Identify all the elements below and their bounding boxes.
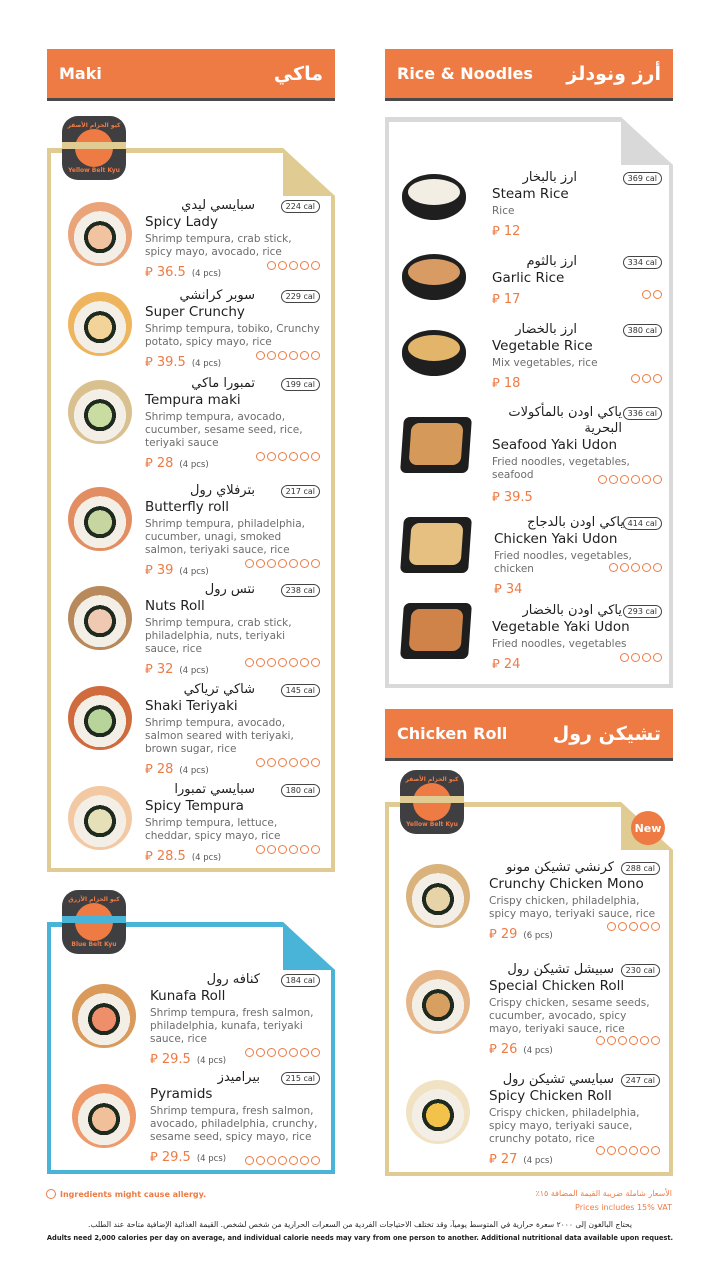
yellow-belt-badge: كيو الحزام الأصفر Yellow Belt Kyu	[400, 770, 464, 834]
allergen-icon	[300, 559, 309, 568]
item-name-ar: سبيشل تشيكن رول	[507, 962, 614, 977]
allergen-icons	[642, 290, 662, 299]
item-price: ⃁ 29	[489, 927, 518, 942]
allergen-icon	[311, 1156, 320, 1165]
item-name-en: Shaki Teriyaki	[145, 698, 238, 714]
sushi-photo	[68, 586, 132, 650]
riyal-icon: ⃁	[145, 849, 153, 864]
item-price: ⃁ 12	[492, 224, 521, 239]
riyal-icon: ⃁	[145, 762, 153, 777]
allergen-icon	[300, 261, 309, 270]
menu-item	[392, 603, 662, 672]
allergen-icon	[278, 559, 287, 568]
calorie-badge: 247 cal	[621, 1074, 660, 1087]
allergen-icon	[278, 452, 287, 461]
item-name-ar: ياكي اودن بالمأكولات البحرية	[508, 405, 622, 436]
allergen-icons	[245, 1048, 320, 1057]
allergen-icon	[256, 658, 265, 667]
rice-bowl-photo	[402, 330, 466, 376]
allergen-icon	[300, 1156, 309, 1165]
menu-item	[400, 1072, 660, 1167]
item-name-en: Kunafa Roll	[150, 988, 226, 1004]
item-price: ⃁ 27	[489, 1152, 518, 1167]
item-price: ⃁ 39.5	[492, 490, 533, 505]
allergen-icon	[629, 922, 638, 931]
item-pieces: (4 pcs)	[179, 766, 209, 776]
item-pieces: (4 pcs)	[196, 1056, 227, 1066]
item-pieces: (4 pcs)	[179, 666, 209, 676]
item-price: ⃁ 26	[489, 1042, 518, 1057]
allergen-icon	[278, 1048, 287, 1057]
item-price: ⃁ 28	[145, 456, 174, 471]
allergen-icon	[267, 845, 276, 854]
allergen-icon	[642, 374, 651, 383]
maki-panel-fold	[283, 148, 335, 196]
calorie-badge: 293 cal	[623, 605, 662, 618]
chicken-roll-title-en: Chicken Roll	[397, 724, 508, 743]
allergen-icon	[311, 351, 320, 360]
item-description: Crispy chicken, philadelphia, spicy mayo, teriyaki sauce, rice	[489, 895, 656, 920]
item-description: Mix vegetables, rice	[492, 357, 598, 369]
sushi-photo	[68, 786, 132, 850]
menu-item	[62, 198, 320, 280]
allergen-icon	[311, 658, 320, 667]
maki-title-ar: ماكي	[273, 62, 323, 85]
allergen-icon	[278, 658, 287, 667]
allergen-icon	[651, 1146, 660, 1155]
item-description: Shrimp tempura, fresh salmon, avocado, philadelphia, crunchy, sesame seed, spicy mayo, rice	[150, 1105, 318, 1143]
calorie-badge: 199 cal	[281, 378, 320, 391]
item-description: Shrimp tempura, lettuce, cheddar, spicy mayo, rice	[145, 817, 281, 842]
sushi-photo	[72, 984, 136, 1048]
calorie-badge: 217 cal	[281, 485, 320, 498]
item-name-ar: سبايسي تشيكن رول	[502, 1072, 614, 1087]
item-pieces: (4 pcs)	[179, 567, 209, 577]
item-name-en: Super Crunchy	[145, 304, 245, 320]
allergen-icon	[267, 559, 276, 568]
allergen-icons	[598, 475, 662, 484]
blue-belt-badge: كيو الحزام الأزرق Blue Belt Kyu	[62, 890, 126, 954]
chicken-roll-section-header	[385, 709, 673, 761]
riyal-icon: ⃁	[150, 1150, 158, 1165]
noodle-plate-photo	[400, 517, 472, 573]
item-name-en: Tempura maki	[145, 392, 241, 408]
sushi-photo	[406, 864, 470, 928]
sushi-photo	[406, 970, 470, 1034]
item-description: Rice	[492, 205, 515, 217]
item-pieces: (6 pcs)	[523, 931, 553, 941]
item-name-ar: كرنشي تشيكن مونو	[506, 860, 614, 875]
allergen-icon	[631, 475, 640, 484]
allergen-icon	[267, 261, 276, 270]
menu-item	[392, 254, 662, 314]
allergen-icon	[256, 351, 265, 360]
item-name-ar: ارز بالبخار	[522, 170, 577, 185]
item-pieces: (4 pcs)	[179, 460, 209, 470]
riyal-icon: ⃁	[489, 927, 497, 942]
calorie-badge: 380 cal	[623, 324, 662, 337]
item-description: Fried noodles, vegetables, chicken	[494, 550, 632, 575]
calorie-note-ar: يحتاج البالغون إلى ٢٠٠٠ سعرة حرارية في المتوسط يومياً، وقد تختلف الاحتياجات الفردية من السعرات الحرارية من شخص لشخص. القيمة الغذائية الإضافية متاحة عند الطلب.	[88, 1220, 632, 1229]
calorie-badge: 336 cal	[623, 407, 662, 420]
item-name-ar: سبايسي تمبورا	[174, 782, 255, 797]
allergy-circle-icon	[46, 1189, 56, 1199]
allergen-icon	[620, 563, 629, 572]
menu-item	[62, 782, 320, 862]
allergen-icons	[596, 1146, 660, 1155]
riyal-icon: ⃁	[489, 1042, 497, 1057]
yellow-belt-badge: كيو الحزام الأصفر Yellow Belt Kyu	[62, 116, 126, 180]
calorie-badge: 334 cal	[623, 256, 662, 269]
allergen-icon	[289, 758, 298, 767]
item-pieces: (4 pcs)	[196, 1154, 227, 1164]
allergen-icon	[629, 1036, 638, 1045]
item-name-en: Garlic Rice	[492, 270, 565, 286]
allergen-icon	[300, 1048, 309, 1057]
item-name-ar: ياكي اودن بالخضار	[522, 603, 622, 618]
allergen-icon	[311, 452, 320, 461]
item-name-en: Spicy Chicken Roll	[489, 1088, 612, 1104]
item-price: ⃁ 18	[492, 376, 521, 391]
item-name-ar: نتس رول	[204, 582, 255, 597]
allergen-icon	[300, 658, 309, 667]
riyal-icon: ⃁	[145, 265, 153, 280]
calorie-badge: 369 cal	[623, 172, 662, 185]
item-name-en: Seafood Yaki Udon	[492, 437, 618, 453]
allergen-icons	[596, 1036, 660, 1045]
allergen-icons	[245, 559, 320, 568]
riyal-icon: ⃁	[492, 376, 500, 391]
rice-noodles-title-ar: أرز ونودلز	[566, 62, 661, 85]
calorie-badge: 145 cal	[281, 684, 320, 697]
allergen-icon	[256, 452, 265, 461]
allergen-icon	[300, 452, 309, 461]
menu-item	[66, 972, 320, 1067]
new-badge: New	[631, 811, 665, 845]
riyal-icon: ⃁	[492, 490, 500, 505]
item-price: ⃁ 29.5	[150, 1150, 191, 1165]
allergen-icon	[653, 475, 662, 484]
item-price: ⃁ 29.5	[150, 1052, 191, 1067]
allergen-icon	[311, 261, 320, 270]
item-price: ⃁ 17	[492, 292, 521, 307]
rice-noodles-panel-fold	[621, 117, 673, 165]
calorie-badge: 180 cal	[281, 784, 320, 797]
item-name-ar: ارز بالثوم	[526, 254, 577, 269]
menu-item	[62, 376, 320, 471]
riyal-icon: ⃁	[492, 292, 500, 307]
menu-item	[400, 962, 660, 1057]
allergen-icons	[256, 758, 320, 767]
item-pieces: (4 pcs)	[523, 1156, 553, 1166]
calorie-badge: 238 cal	[281, 584, 320, 597]
allergen-icon	[653, 374, 662, 383]
item-pieces: (4 pcs)	[191, 359, 222, 369]
maki-title-en: Maki	[59, 64, 102, 83]
allergen-icon	[618, 1036, 627, 1045]
allergen-icon	[598, 475, 607, 484]
item-description: Fried noodles, vegetables, seafood	[492, 456, 630, 481]
allergen-icon	[640, 1146, 649, 1155]
allergen-icons	[631, 374, 662, 383]
item-description: Shrimp tempura, avocado, salmon seared with teriyaki, brown sugar, rice	[145, 717, 294, 755]
allergen-icon	[278, 351, 287, 360]
allergen-icon	[245, 1048, 254, 1057]
item-name-ar: ارز بالخضار	[515, 322, 577, 337]
item-price: ⃁ 34	[494, 582, 523, 597]
item-price: ⃁ 24	[492, 657, 521, 672]
allergen-icon	[609, 475, 618, 484]
item-price: ⃁ 36.5	[145, 265, 186, 280]
calorie-badge: 288 cal	[621, 862, 660, 875]
menu-item	[62, 288, 320, 370]
riyal-icon: ⃁	[150, 1052, 158, 1067]
allergy-note: Ingredients might cause allergy.	[46, 1189, 206, 1199]
allergen-icon	[311, 559, 320, 568]
item-name-ar: سوبر كرانشي	[179, 288, 255, 303]
allergen-icon	[640, 1036, 649, 1045]
allergen-icon	[596, 1036, 605, 1045]
item-name-en: Pyramids	[150, 1086, 213, 1102]
calorie-badge: 229 cal	[281, 290, 320, 303]
menu-item	[392, 405, 662, 505]
item-description: Crispy chicken, sesame seeds, cucumber, avocado, spicy mayo, teriyaki sauce, rice	[489, 997, 650, 1035]
allergen-icon	[289, 1156, 298, 1165]
allergen-icon	[629, 1146, 638, 1155]
item-name-ar: شاكي ترياكي	[183, 682, 255, 697]
item-price: ⃁ 39.5	[145, 355, 186, 370]
item-name-en: Crunchy Chicken Mono	[489, 876, 644, 892]
calorie-badge: 224 cal	[281, 200, 320, 213]
calorie-badge: 230 cal	[621, 964, 660, 977]
item-price: ⃁ 39	[145, 563, 174, 578]
allergen-icons	[256, 351, 320, 360]
item-name-ar: كنافه رول	[206, 972, 260, 987]
sushi-photo	[68, 292, 132, 356]
allergen-icon	[256, 1156, 265, 1165]
chicken-roll-title-ar: تشيكن رول	[552, 722, 661, 745]
allergen-icon	[245, 658, 254, 667]
allergen-icon	[631, 374, 640, 383]
riyal-icon: ⃁	[145, 662, 153, 677]
sushi-photo	[68, 686, 132, 750]
allergen-icons	[267, 261, 320, 270]
calorie-badge: 414 cal	[623, 517, 662, 530]
item-name-en: Spicy Lady	[145, 214, 218, 230]
allergen-icon	[289, 351, 298, 360]
noodle-plate-photo	[400, 603, 472, 659]
allergen-icon	[256, 1048, 265, 1057]
item-name-ar: تمبورا ماكي	[191, 376, 255, 391]
item-price: ⃁ 32	[145, 662, 174, 677]
calorie-badge: 184 cal	[281, 974, 320, 987]
allergen-icon	[640, 922, 649, 931]
menu-item	[62, 682, 320, 777]
allergen-icon	[245, 1156, 254, 1165]
sushi-photo	[68, 487, 132, 551]
allergen-icon	[267, 1156, 276, 1165]
item-name-en: Steam Rice	[492, 186, 569, 202]
item-name-en: Nuts Roll	[145, 598, 205, 614]
item-name-ar: بترفلاي رول	[190, 483, 255, 498]
riyal-icon: ⃁	[492, 224, 500, 239]
allergen-icon	[620, 653, 629, 662]
allergen-icon	[289, 845, 298, 854]
allergen-icon	[631, 653, 640, 662]
rice-noodles-section-header	[385, 49, 673, 101]
item-pieces: (4 pcs)	[191, 269, 222, 279]
allergen-icon	[618, 922, 627, 931]
item-description: Shrimp tempura, crab stick, spicy mayo, avocado, rice	[145, 233, 292, 258]
item-description: Fried noodles, vegetables	[492, 638, 627, 650]
riyal-icon: ⃁	[492, 657, 500, 672]
item-description: Shrimp tempura, crab stick, philadelphia, nuts, teriyaki sauce, rice	[145, 617, 292, 655]
item-description: Shrimp tempura, avocado, cucumber, sesame seed, rice, teriyaki sauce	[145, 411, 303, 449]
sushi-photo	[406, 1080, 470, 1144]
item-pieces: (4 pcs)	[523, 1046, 553, 1056]
sushi-photo	[68, 380, 132, 444]
allergen-icon	[245, 559, 254, 568]
item-name-ar: ياكي اودن بالدجاج	[527, 515, 624, 530]
item-description: Shrimp tempura, fresh salmon, philadelphia, kunafa, teriyaki sauce, rice	[150, 1007, 314, 1045]
item-price: ⃁ 28.5	[145, 849, 186, 864]
allergen-icon	[289, 452, 298, 461]
allergen-icons	[256, 452, 320, 461]
allergen-icon	[278, 758, 287, 767]
allergen-icon	[653, 290, 662, 299]
allergen-icons	[245, 658, 320, 667]
allergen-icon	[300, 351, 309, 360]
item-description: Crispy chicken, philadelphia, spicy mayo, teriyaki sauce, crunchy potato, rice	[489, 1107, 640, 1145]
allergen-icon	[289, 559, 298, 568]
allergen-icon	[267, 758, 276, 767]
allergen-icon	[256, 559, 265, 568]
allergen-icon	[620, 475, 629, 484]
allergen-icon	[651, 922, 660, 931]
allergen-icon	[311, 1048, 320, 1057]
item-name-en: Special Chicken Roll	[489, 978, 625, 994]
allergen-icon	[311, 758, 320, 767]
menu-item	[392, 170, 662, 240]
allergen-icon	[289, 1048, 298, 1057]
allergen-icon	[300, 758, 309, 767]
sushi-photo	[72, 1084, 136, 1148]
allergen-icon	[256, 845, 265, 854]
rice-noodles-title-en: Rice & Noodles	[397, 64, 533, 83]
item-description: Shrimp tempura, philadelphia, cucumber, unagi, smoked salmon, teriyaki sauce, rice	[145, 518, 305, 556]
allergen-icon	[631, 563, 640, 572]
noodle-plate-photo	[400, 417, 472, 473]
vat-note-en: Prices includes 15% VAT	[575, 1203, 672, 1212]
menu-item	[392, 322, 662, 392]
allergen-icons	[609, 563, 662, 572]
item-name-en: Vegetable Rice	[492, 338, 593, 354]
allergen-icon	[278, 261, 287, 270]
item-name-en: Vegetable Yaki Udon	[492, 619, 630, 635]
allergen-icon	[300, 845, 309, 854]
allergen-icon	[267, 351, 276, 360]
allergen-icon	[267, 1048, 276, 1057]
menu-item	[62, 483, 320, 578]
riyal-icon: ⃁	[145, 355, 153, 370]
item-name-ar: بيراميدز	[217, 1070, 260, 1085]
allergen-icon	[267, 658, 276, 667]
menu-item	[400, 860, 660, 942]
allergen-icon	[653, 653, 662, 662]
allergen-icon	[609, 563, 618, 572]
item-price: ⃁ 28	[145, 762, 174, 777]
sushi-photo	[68, 202, 132, 266]
menu-item	[62, 582, 320, 677]
allergen-icon	[267, 452, 276, 461]
allergen-icon	[289, 658, 298, 667]
allergen-icon	[607, 922, 616, 931]
riyal-icon: ⃁	[145, 563, 153, 578]
calorie-note-en: Adults need 2,000 calories per day on average, and individual calorie needs may vary from one person to another. Additional nutritional data available upon request.	[46, 1234, 674, 1242]
menu-item	[392, 515, 662, 597]
blue-belt-panel-fold	[283, 922, 335, 970]
maki-section-header	[47, 49, 335, 101]
allergen-icon	[278, 1156, 287, 1165]
allergen-icon	[642, 563, 651, 572]
item-description: Shrimp tempura, tobiko, Crunchy potato, spicy mayo, rice	[145, 323, 320, 348]
riyal-icon: ⃁	[145, 456, 153, 471]
vat-note-ar: الأسعار شاملة ضريبة القيمة المضافة ١٥٪	[535, 1189, 672, 1198]
allergen-icons	[256, 845, 320, 854]
allergen-icon	[642, 290, 651, 299]
item-pieces: (4 pcs)	[191, 853, 222, 863]
allergen-icon	[607, 1036, 616, 1045]
rice-bowl-photo	[402, 174, 466, 220]
menu-item	[66, 1070, 320, 1170]
allergen-icon	[278, 845, 287, 854]
allergen-icon	[651, 1036, 660, 1045]
calorie-badge: 215 cal	[281, 1072, 320, 1085]
allergen-icon	[311, 845, 320, 854]
item-name-en: Spicy Tempura	[145, 798, 244, 814]
allergen-icon	[289, 261, 298, 270]
item-name-en: Chicken Yaki Udon	[494, 531, 618, 547]
riyal-icon: ⃁	[489, 1152, 497, 1167]
allergen-icon	[618, 1146, 627, 1155]
allergen-icon	[642, 475, 651, 484]
item-name-ar: سبايسي ليدي	[181, 198, 255, 213]
rice-bowl-photo	[402, 254, 466, 300]
allergen-icons	[245, 1156, 320, 1165]
item-name-en: Butterfly roll	[145, 499, 230, 515]
allergen-icon	[607, 1146, 616, 1155]
allergen-icon	[653, 563, 662, 572]
allergen-icons	[620, 653, 662, 662]
allergen-icon	[642, 653, 651, 662]
allergen-icon	[256, 758, 265, 767]
allergen-icons	[607, 922, 660, 931]
riyal-icon: ⃁	[494, 582, 502, 597]
allergen-icon	[596, 1146, 605, 1155]
